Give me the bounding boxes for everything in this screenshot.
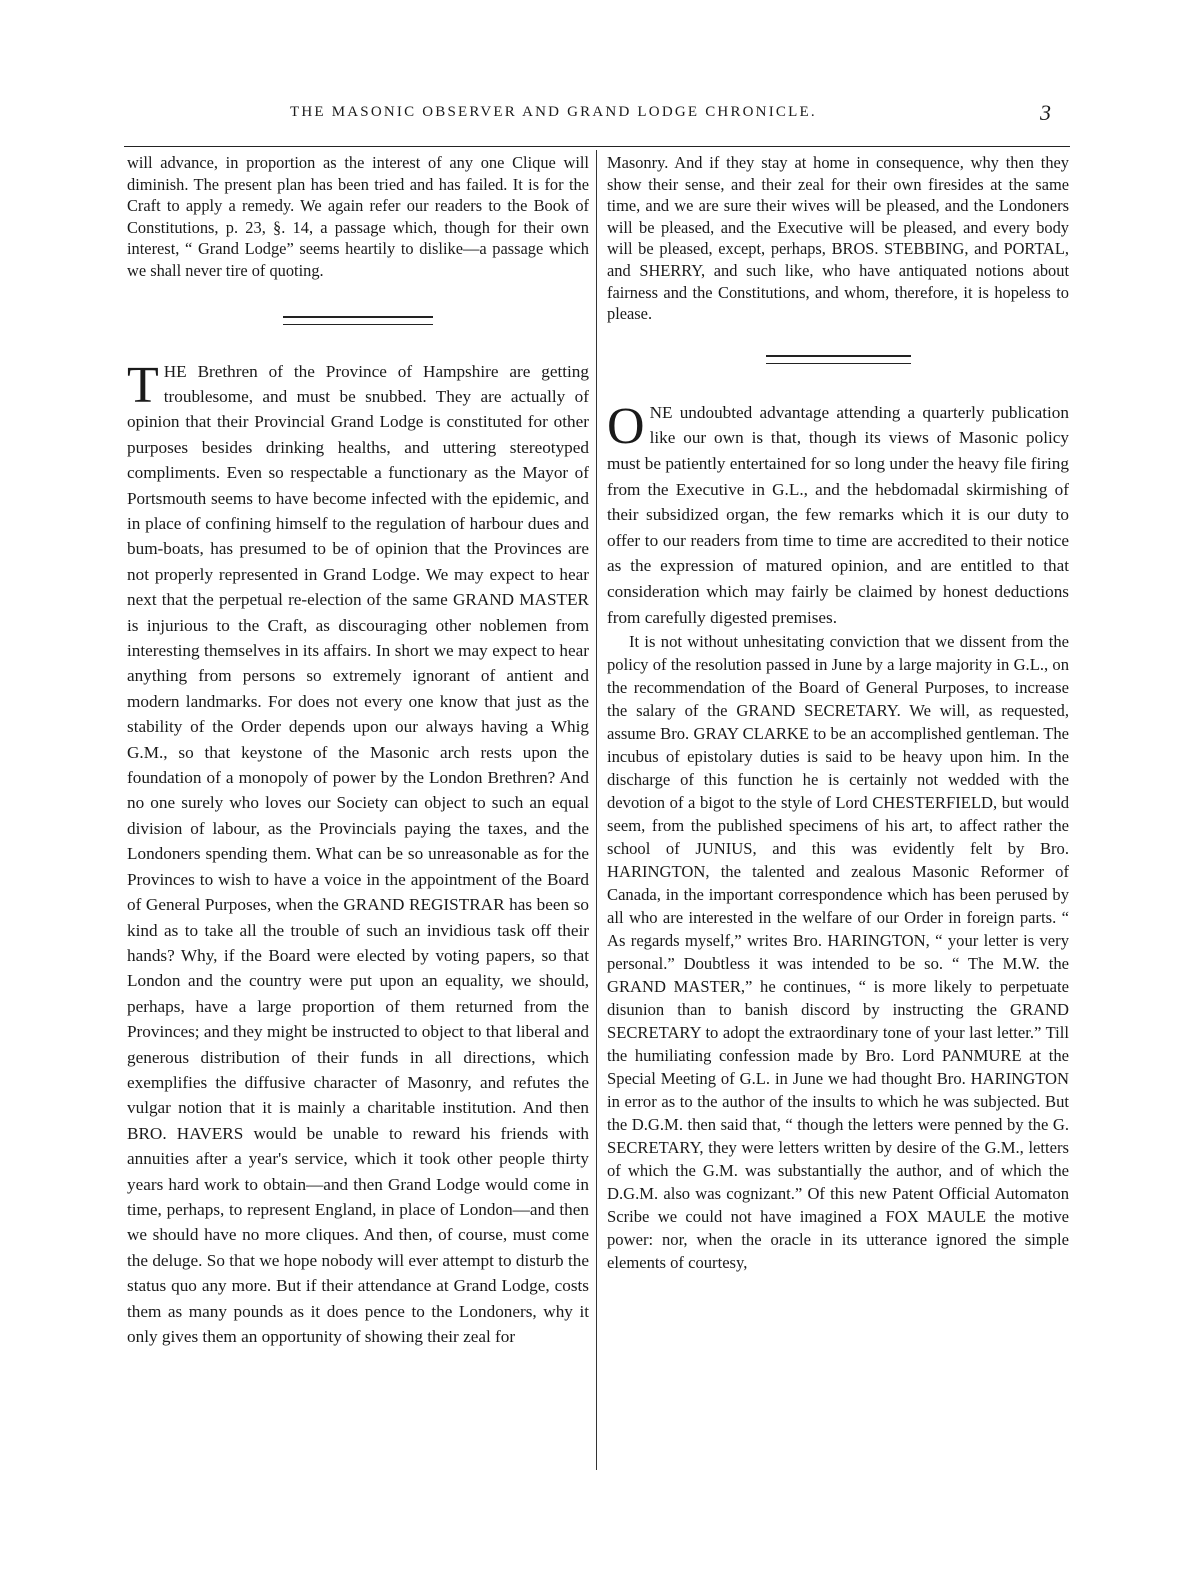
page-number: 3 <box>1040 100 1051 125</box>
hampshire-article-body: HE Brethren of the Province of Hampshire are getting troublesome, and must be snubbed. They are actually of opinion that their Provincial Grand Lodge is constituted for other purposes besides drinking healths, and uttering stereotyped compliments. Even so respectable a functionary as the Mayor of Portsmouth seems to have become infected with the epidemic, and in place of confining himself to the regulation of harbour dues and bum-boats, has presumed to be of opinion that the Provinces are not properly represented in Grand Lodge. We may expect to hear next that the perpetual re-election of the same GRAND MASTER is injurious to the Craft, as discouraging other noblemen from interesting themselves in its affairs. In short we may expect to hear anything from persons so extremely ignorant of antient and modern landmarks. For does not every one know that just as the stability of the Order depends upon our always having a Whig G.M., so that keystone of the Masonic arch rests upon the foundation of a monopoly of power by the London Brethren? And no one surely who loves our Society can object to such an equal division of labour, as the Provincials paying the taxes, and the Londoners spending them. What can be so unreasonable as for the Provinces to wish to have a voice in the appointment of the Board of General Purposes, when the GRAND REGISTRAR has been so kind as to take all the trouble of such an invidious task off their hands? Why, if the Board were elected by voting papers, so that London and the country were put upon an equality, we should, perhaps, have a large proportion of them returned from the Provinces; and they might be instructed to object to that liberal and generous distribution of their funds in all directions, which exemplifies the diffusive character of Masonry, and refutes the vulgar notion that it is mainly a charitable institution. And then BRO. HAVERS would be unable to reward his friends with annuities after a year's service, which it took other people thirty years hard work to obtain—and then Grand Lodge would come in time, perhaps, to represent England, in place of London—and then we should have no more cliques. And then, of course, must come the deluge. So that we hope nobody will ever attempt to disturb the status quo any more. But if their attendance at Grand Lodge, costs them as many pounds as it does pence to the Londoners, why it only gives them an opportunity of showing their zeal for <box>127 361 589 1346</box>
running-title: THE MASONIC OBSERVER AND GRAND LODGE CHRONICLE. <box>290 104 817 120</box>
article-separator <box>766 355 911 364</box>
header-rule <box>124 146 1070 147</box>
drop-cap: O <box>607 397 645 455</box>
quarterly-article-second-paragraph: It is not without unhesitating conviction that we dissent from the policy of the resolution passed in June by a large majority in G.L., on the recommendation of the Board of General Purposes, to increase the salary of the GRAND SECRETARY. We will, as requested, assume Bro. GRAY CLARKE to be an accomplished gentleman. The incubus of epistolary duties is said to be heavy upon him. In the discharge of this function he is certainly not wedded with the devotion of a bigot to the style of Lord CHESTERFIELD, but would seem, from the published specimens of his art, to affect rather the school of JUNIUS, and this was evidently felt by Bro. HARINGTON, the talented and zealous Masonic Reformer of Canada, in the important correspondence which has been perused by all who are interested in the welfare of our Order in foreign parts. “ As regards myself,” writes Bro. HARINGTON, “ your letter is very personal.” Doubtless it was intended to be so. “ The M.W. the GRAND MASTER,” he continues, “ is more likely to perpetuate disunion than to banish discord by instructing the GRAND SECRETARY to adopt the extraordinary tone of your last letter.” Till the humiliating confession made by Bro. Lord PANMURE at the Special Meeting of G.L. in June we had thought Bro. HARINGTON in error as to the author of the insults to which he was subjected. But the D.G.M. then said that, “ though the letters were penned by the G. SECRETARY, they were letters written by desire of the G.M., letters of which the G.M. was substantially the author, and of which the D.G.M. also was cognizant.” Of this new Patent Official Automaton Scribe we could not have imagined a FOX MAULE the motive power: nor, when the oracle in its utterance ignored the simple elements of courtesy, <box>607 632 1069 1273</box>
article-separator <box>283 316 433 325</box>
right-continuation-paragraph: Masonry. And if they stay at home in consequence, why then they show their sense, and their zeal for their own firesides at the same time, and we are sure their wives will be pleased, and the Londoners will be pleased, and the Executive will be pleased, and every body will be pleased, except, perhaps, BROS. STEBBING, and PORTAL, and SHERRY, and such like, who have antiquated notions about fairness and the Constitutions, and whom, therefore, it is hopeless to please. <box>607 153 1069 324</box>
hampshire-article <box>127 356 589 1350</box>
column-divider <box>596 150 597 1470</box>
quarterly-article-first-body: NE undoubted advantage attending a quarterly publication like our own is that, though its views of Masonic policy must be patiently entertained for so long under the heavy file firing from the Executive in G.L., and the hebdomadal skirmishing of their subsidized organ, the few remarks which it is our duty to offer to our readers from time to time are accredited to their notice as the expression of matured opinion, and are entitled to that consideration which may fairly be claimed by honest deductions from carefully digested premises. <box>607 402 1069 627</box>
left-column <box>127 152 589 1349</box>
running-head <box>0 100 1203 130</box>
left-continuation-paragraph: will advance, in proportion as the interest of any one Clique will diminish. The present plan has been tried and has failed. It is for the Craft to apply a remedy. We again refer our readers to the Book of Constitutions, p. 23, §. 14, a passage which, though for their own interest, “ Grand Lodge” seems heartily to dislike—a passage which we shall never tire of quoting. <box>127 153 589 280</box>
drop-cap: T <box>127 356 159 414</box>
quarterly-article-first-paragraph <box>607 397 1069 630</box>
right-column <box>607 152 1069 1274</box>
